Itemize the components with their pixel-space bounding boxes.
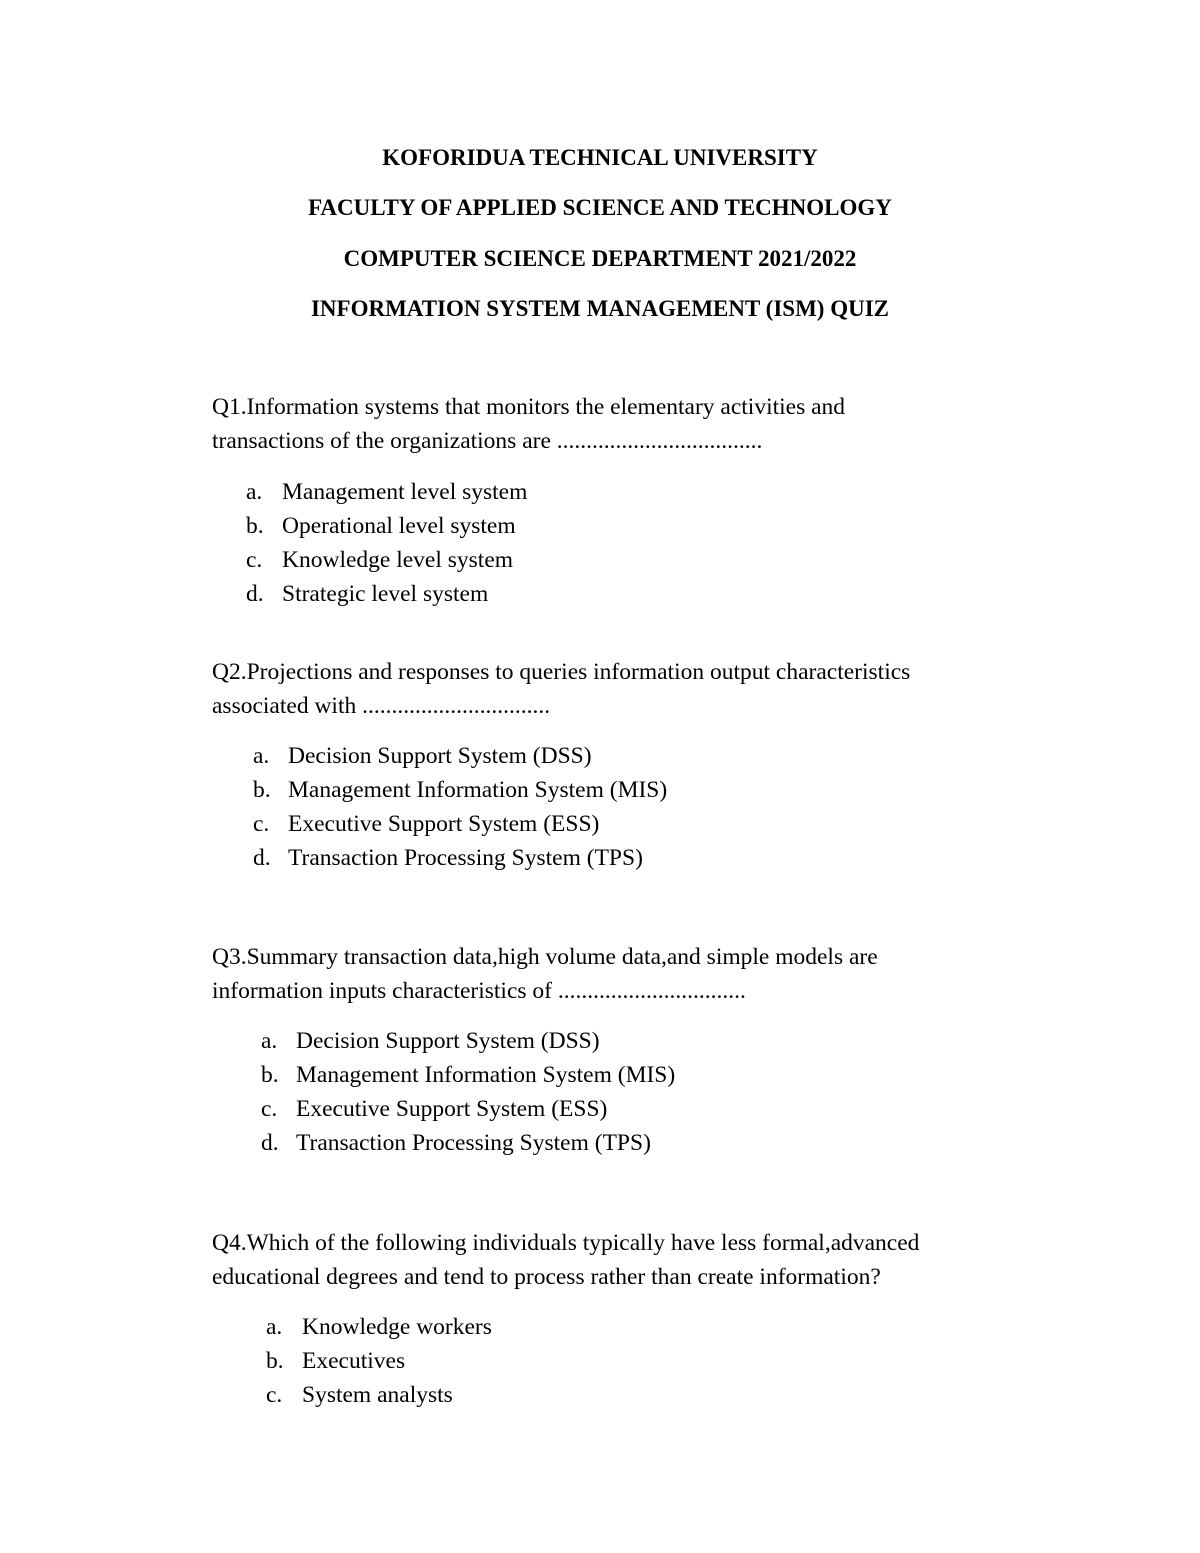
option-text: Management Information System (MIS) (296, 1062, 676, 1088)
option-text: Knowledge workers (302, 1314, 492, 1340)
option-text: Transaction Processing System (TPS) (288, 845, 643, 871)
quiz-title: INFORMATION SYSTEM MANAGEMENT (ISM) QUIZ (310, 296, 889, 321)
option-text: Strategic level system (282, 581, 489, 607)
option-text: Management Information System (MIS) (288, 777, 668, 803)
faculty-title: FACULTY OF APPLIED SCIENCE AND TECHNOLOGY (308, 195, 892, 220)
question-4-line-1: Q4.Which of the following individuals typically have less formal,advanced (212, 1230, 920, 1256)
question-2-line-2: associated with ................................ (212, 693, 551, 719)
university-title: KOFORIDUA TECHNICAL UNIVERSITY (382, 145, 818, 170)
option-text: Decision Support System (DSS) (288, 743, 592, 769)
question-1-line-1: Q1.Information systems that monitors the elementary activities and (212, 394, 846, 420)
option-text: Executives (302, 1348, 406, 1374)
question-4-line-2: educational degrees and tend to process rather than create information? (212, 1264, 881, 1290)
document-page: KOFORIDUA TECHNICAL UNIVERSITY FACULTY OF APPLIED SCIENCE AND TECHNOLOGY COMPUTER SCIENCE DEPARTMENT 2021/2022 INFORMATION SYSTEM MANAGEMENT (ISM) QUIZ Q1.Information systems that monitors the elementary activities and transactions of the organizations are ................................... a. Management level system b. Operational level system c. Knowledge level system d. Strategic level system Q2.Projections and responses to queries information output characteristics associated with ................................ a. Decision Support System (DSS) b. Management Information System (MIS) c. Executive Support System (ESS) d. Transaction Processing System (TPS) Q3.Summary transaction data,high volume data,and simple models are information inputs characteristics of ................................ a. Decision Support System (DSS) b. Management Information System (MIS) c. Executive Support System (ESS) d. Transaction Processing System (TPS) Q4.Which of the following individuals typically have less formal,advanced educational degrees and tend to process rather than create information? a. Knowledge workers b. Executives c. System analysts (0, 0, 1200, 1553)
option-text: Operational level system (282, 513, 516, 539)
option-text: Decision Support System (DSS) (296, 1028, 600, 1054)
question-2-line-1: Q2.Projections and responses to queries information output characteristics (212, 659, 911, 685)
department-title: COMPUTER SCIENCE DEPARTMENT 2021/2022 (343, 246, 857, 271)
question-3-line-1: Q3.Summary transaction data,high volume data,and simple models are (212, 944, 878, 970)
option-text: Executive Support System (ESS) (288, 811, 600, 837)
option-text: Transaction Processing System (TPS) (296, 1130, 651, 1156)
option-text: System analysts (302, 1382, 453, 1408)
option-text: Management level system (282, 479, 528, 505)
question-1-line-2: transactions of the organizations are ................................... (212, 428, 763, 454)
question-3-line-2: information inputs characteristics of ................................ (212, 978, 746, 1004)
option-text: Executive Support System (ESS) (296, 1096, 608, 1122)
option-text: Knowledge level system (282, 547, 514, 573)
